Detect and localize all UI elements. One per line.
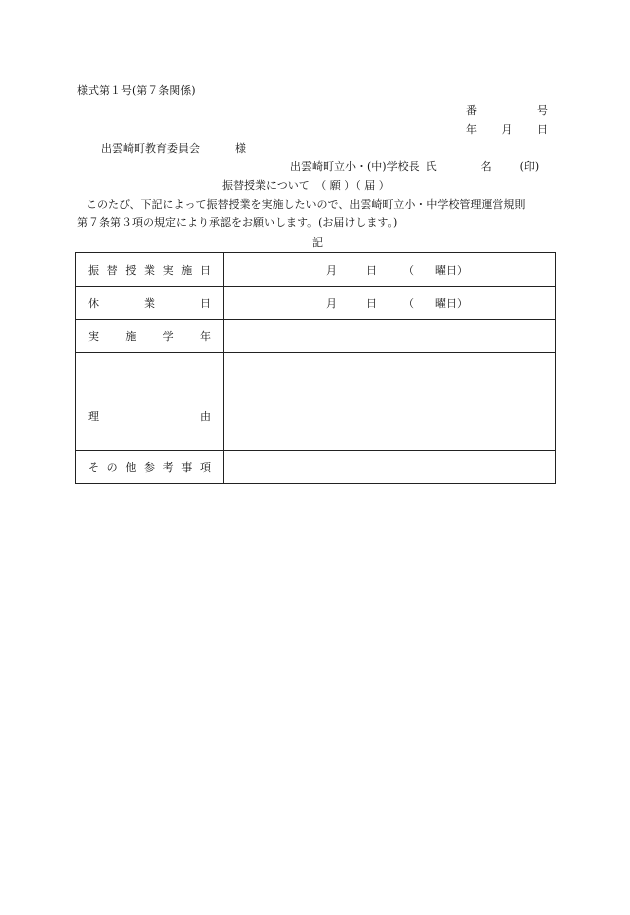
month-label: 月 [326,263,337,277]
date-year-label: 年 [466,123,477,136]
label-char: 日 [199,263,211,277]
number-label-ban: 番 [466,104,477,117]
addressee-name: 出雲崎町教育委員会 [101,142,200,155]
label-char: 考 [162,461,174,474]
subject-line: 振替授業について （ 願 ）（ 届 ） [222,179,390,192]
label-char: 事 [181,461,193,474]
value-reason[interactable] [224,353,556,451]
label-char: 学 [162,330,174,343]
label-char: 由 [200,410,211,423]
document-date [466,123,548,137]
day-label: 日 [366,263,377,277]
table-row-reason [76,353,556,451]
body-text-line-2: 第７条第３項の規定により承認をお願いします。(お届けします。) [77,216,398,229]
label-char: 替 [106,263,118,277]
table-row-other-notes [76,451,556,484]
document-number [466,104,548,118]
label-char: 授 [125,263,137,277]
paren-open: （ [403,297,414,310]
value-closure-date[interactable] [224,287,556,320]
label-makeup-date [76,253,224,287]
label-char: 業 [144,297,155,310]
sender-school: 出雲崎町立小・(中)学校長 [290,160,420,173]
ki-heading: 記 [312,236,323,249]
label-char: 実 [162,263,174,277]
table-row-makeup-date [76,253,556,287]
table-row-grade [76,320,556,353]
weekday-label: 曜日） [435,263,468,277]
value-makeup-date[interactable] [224,253,556,287]
month-label: 月 [326,297,337,310]
label-reason [76,353,224,451]
label-char: 休 [88,297,99,310]
day-label: 日 [366,297,377,310]
value-other-notes[interactable] [224,451,556,484]
seal-mark: (印) [519,160,540,173]
label-char: 日 [200,297,211,310]
label-grade [76,320,224,353]
label-other-notes [76,451,224,484]
table-row-closure-date [76,287,556,320]
details-table [75,252,556,484]
addressee [101,142,246,156]
label-char: そ [88,461,99,474]
number-label-go: 号 [537,104,548,117]
weekday-label: 曜日） [435,297,468,310]
paren-open: （ [403,263,414,277]
sender-name-label [426,160,492,174]
label-char: 施 [125,330,137,343]
date-month-label: 月 [501,123,513,136]
label-char: 施 [181,263,193,277]
addressee-honorific: 様 [235,142,246,155]
label-char: 理 [88,410,99,423]
label-char: の [106,461,118,474]
value-grade[interactable] [224,320,556,353]
form-title: 様式第１号(第７条関係) [77,84,196,97]
label-char: 他 [125,461,137,474]
label-char: 年 [199,330,211,343]
label-char: 業 [143,263,155,277]
body-text-line-1: このたび、下記によって振替授業を実施したいので、出雲崎町立小・中学校管理運営規則 [86,198,526,211]
label-char: 振 [88,263,99,277]
sender-name-label-2: 名 [480,160,492,173]
date-day-label: 日 [537,123,548,136]
sender [290,160,539,174]
label-char: 項 [199,461,211,474]
label-closure-date [76,287,224,320]
label-char: 実 [88,330,99,343]
label-char: 参 [143,461,155,474]
sender-name-label-1: 氏 [425,160,437,173]
